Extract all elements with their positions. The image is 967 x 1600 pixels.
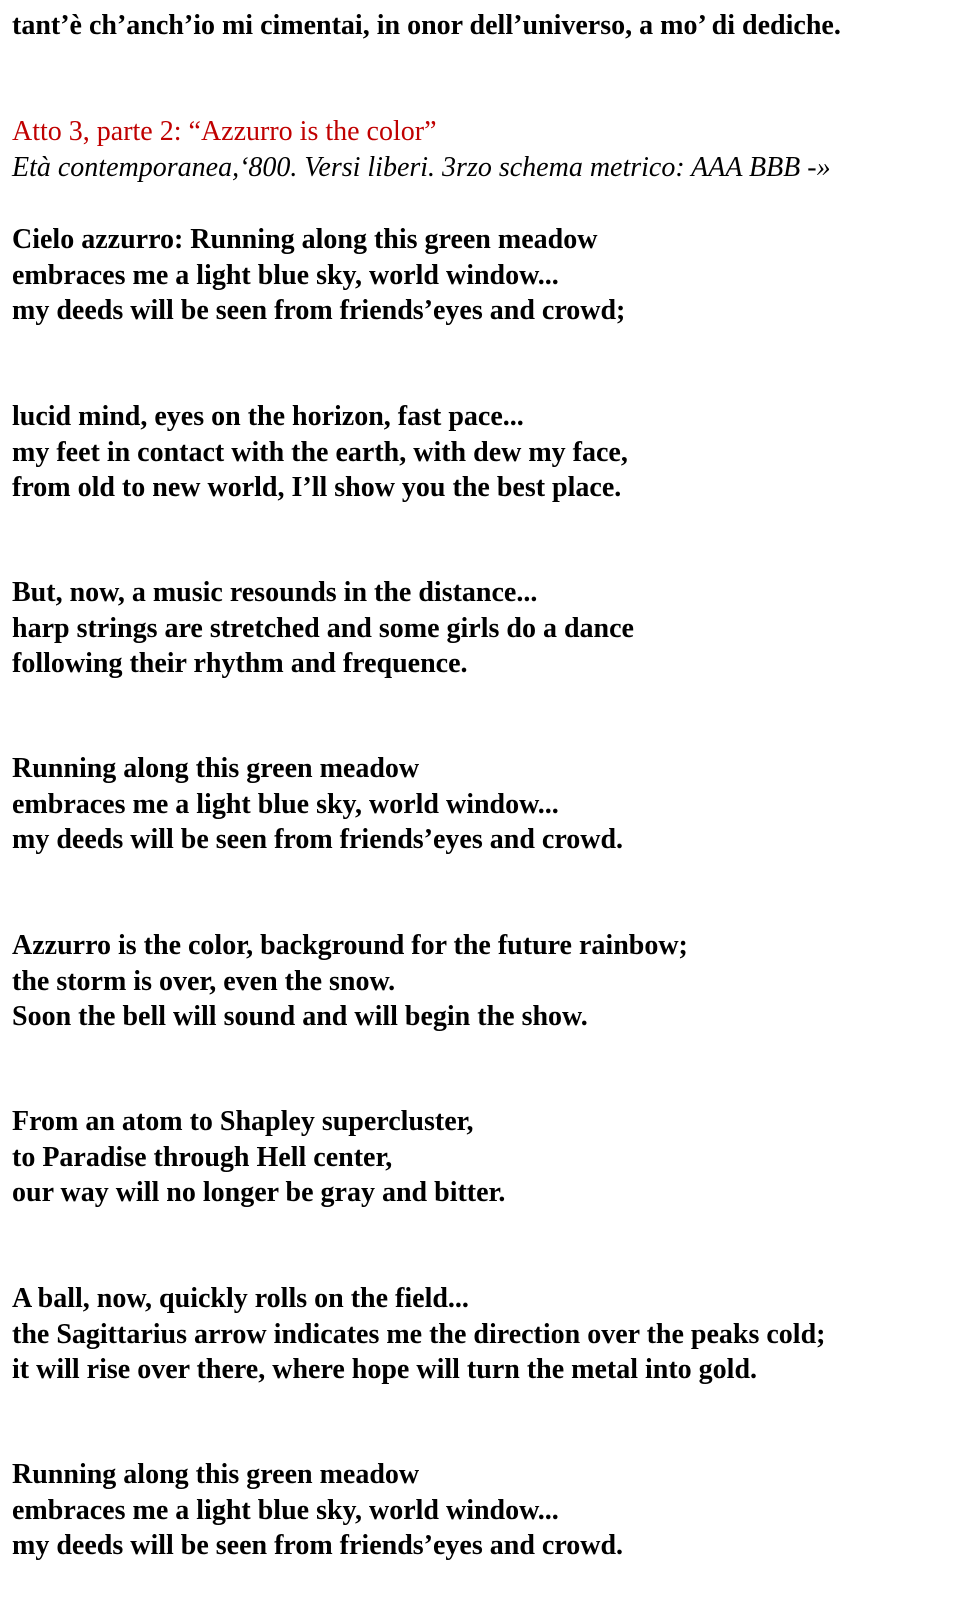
stanza-6 xyxy=(12,1104,505,1211)
stanza-4 xyxy=(12,751,623,858)
stanza-7 xyxy=(12,1281,825,1388)
verse-line: Running along this green meadow xyxy=(12,1459,420,1490)
intro-line: tant’è ch’anch’io mi cimentai, in onor dell’universo, a mo’ di dediche. xyxy=(12,10,841,41)
act-subtitle: Età contemporanea,‘800. Versi liberi. 3rzo schema metrico: AAA BBB -» xyxy=(12,152,831,183)
stanza-5 xyxy=(12,928,688,1035)
verse-line: lucid mind, eyes on the horizon, fast pace... xyxy=(12,401,524,432)
verse-line: From an atom to Shapley supercluster, xyxy=(12,1106,474,1137)
verse-line: embraces me a light blue sky, world window... xyxy=(12,1494,559,1526)
act-title: Atto 3, parte 2: “Azzurro is the color” xyxy=(12,116,437,147)
verse-line: following their rhythm and frequence. xyxy=(12,648,468,679)
verse-line: But, now, a music resounds in the distance... xyxy=(12,577,538,608)
verse-line: embraces me a light blue sky, world window... xyxy=(12,788,559,820)
act-heading xyxy=(12,114,831,186)
stanza-3 xyxy=(12,575,634,682)
verse-line: from old to new world, I’ll show you the best place. xyxy=(12,472,622,503)
verse-line: harp strings are stretched and some girls do a dance xyxy=(12,612,634,644)
verse-line: Soon the bell will sound and will begin the show. xyxy=(12,1001,588,1032)
stanza-2 xyxy=(12,399,628,506)
stanza-1 xyxy=(12,222,625,329)
stanza-8 xyxy=(12,1457,623,1564)
verse-line: embraces me a light blue sky, world window... xyxy=(12,259,559,291)
verse-line: my deeds will be seen from friends’eyes and crowd. xyxy=(12,824,624,855)
verse-line: Running along this green meadow xyxy=(12,753,420,784)
verse-line: Cielo azzurro: Running along this green meadow xyxy=(12,224,598,255)
verse-line: our way will no longer be gray and bitter. xyxy=(12,1177,506,1208)
verse-line: my deeds will be seen from friends’eyes and crowd; xyxy=(12,295,626,326)
verse-line: it will rise over there, where hope will turn the metal into gold. xyxy=(12,1354,758,1385)
verse-line: the Sagittarius arrow indicates me the direction over the peaks cold; xyxy=(12,1318,826,1350)
verse-line: A ball, now, quickly rolls on the field... xyxy=(12,1283,469,1314)
verse-line: the storm is over, even the snow. xyxy=(12,965,396,997)
verse-line: Azzurro is the color, background for the future rainbow; xyxy=(12,930,688,961)
verse-line: to Paradise through Hell center, xyxy=(12,1141,393,1173)
verse-line: my deeds will be seen from friends’eyes and crowd. xyxy=(12,1530,624,1561)
verse-line: my feet in contact with the earth, with dew my face, xyxy=(12,436,628,468)
